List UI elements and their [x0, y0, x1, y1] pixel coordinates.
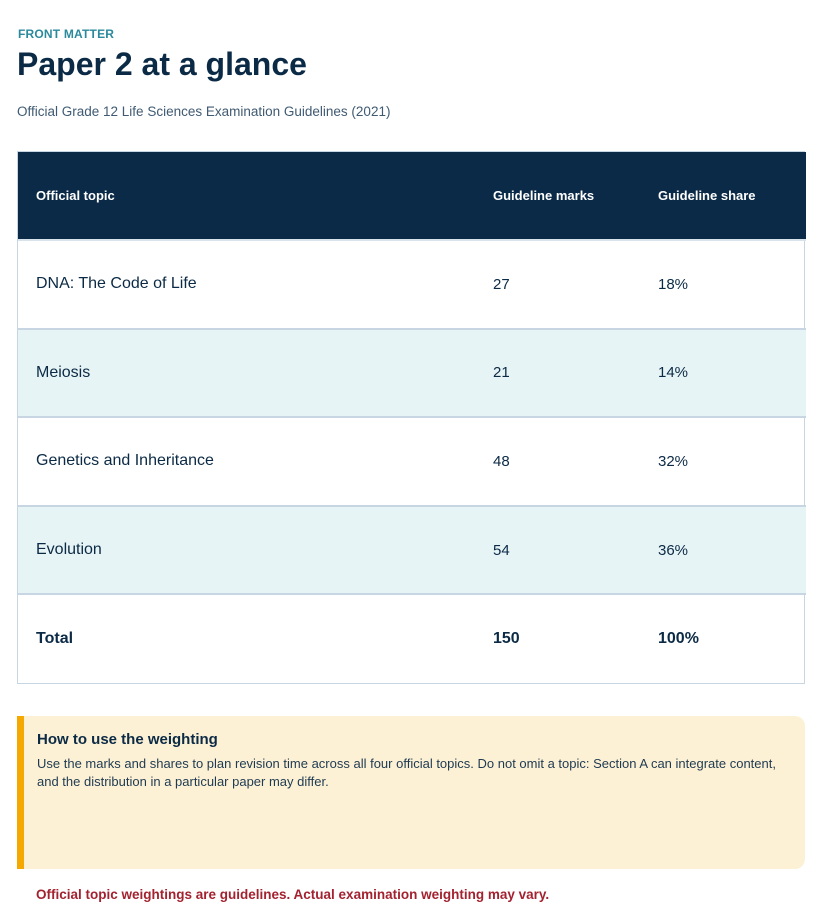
column-header-topic: Official topic [36, 188, 115, 203]
weighting-table [17, 151, 805, 684]
callout-title: How to use the weighting [37, 731, 218, 748]
total-share-cell: 100% [658, 630, 699, 648]
share-cell: 32% [658, 452, 689, 470]
column-header-marks: Guideline marks [493, 188, 595, 203]
topic-cell: Genetics and Inheritance [36, 452, 214, 470]
column-header-share: Guideline share [658, 188, 756, 203]
total-marks-cell: 150 [493, 630, 520, 648]
weighting-callout [17, 716, 805, 869]
topic-cell: Meiosis [36, 363, 91, 381]
topic-cell: Evolution [36, 541, 102, 559]
topic-cell: DNA: The Code of Life [36, 275, 197, 293]
table-row [18, 240, 806, 329]
marks-cell: 21 [493, 364, 510, 382]
table-row [18, 417, 806, 506]
marks-cell: 48 [493, 452, 510, 470]
page-title: Paper 2 at a glance [17, 46, 307, 82]
table-row [18, 506, 806, 595]
eyebrow-label: FRONT MATTER [18, 27, 115, 41]
marks-cell: 54 [493, 541, 510, 559]
marks-cell: 27 [493, 275, 510, 293]
table-header-row [18, 152, 806, 240]
table-total-row [18, 594, 806, 683]
share-cell: 14% [658, 364, 689, 382]
share-cell: 36% [658, 541, 689, 559]
share-cell: 18% [658, 275, 689, 293]
callout-body: Use the marks and shares to plan revision time across all four official topics. Do not omit a topic: Section A can integrate content, and the distribution in a particular paper may differ. [37, 756, 776, 789]
table-row [18, 329, 806, 418]
page-subtitle: Official Grade 12 Life Sciences Examination Guidelines (2021) [17, 104, 391, 119]
total-label-cell: Total [36, 630, 74, 648]
disclaimer-text: Official topic weightings are guidelines. Actual examination weighting may vary. [36, 887, 550, 902]
